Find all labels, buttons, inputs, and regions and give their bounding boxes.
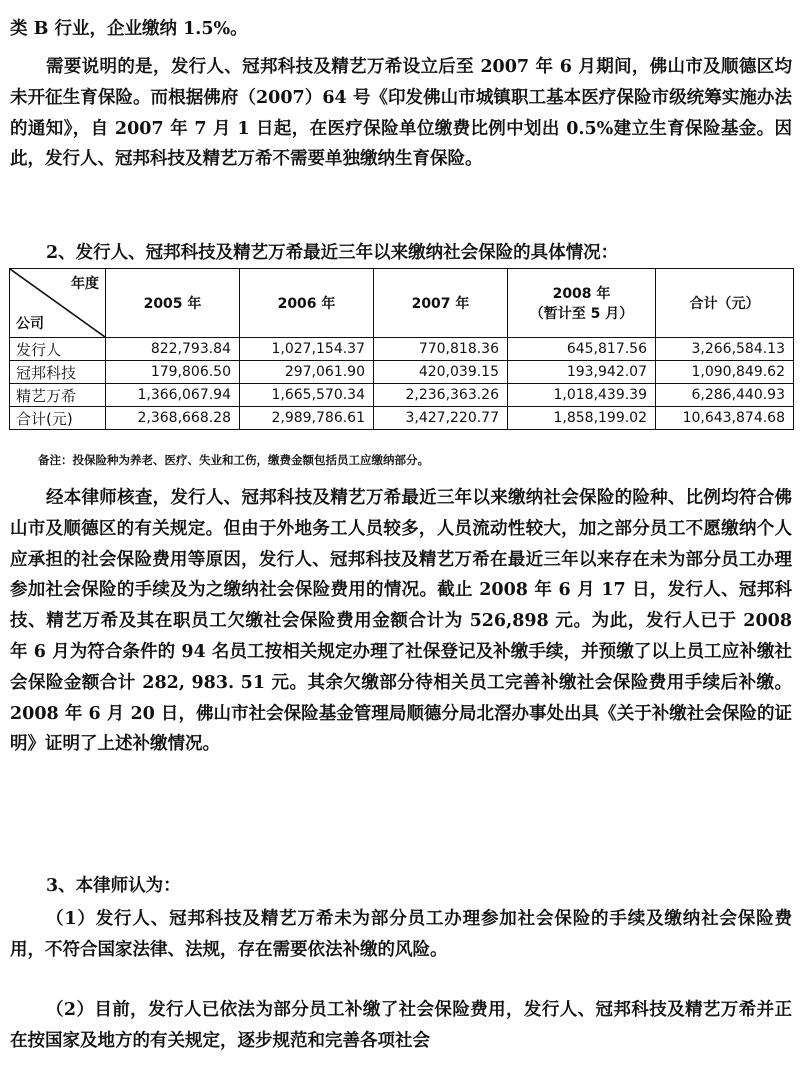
table-cell: 1,858,199.02 <box>508 407 656 430</box>
column-header: 2007 年 <box>374 269 508 338</box>
paragraph-fertility-rate: 类 B 行业，企业缴纳 1.5%。 <box>10 19 248 39</box>
row-label: 精艺万希 <box>10 384 106 407</box>
row-label: 合计(元) <box>10 407 106 430</box>
table-cell: 2,236,363.26 <box>374 384 508 407</box>
table-footnote: 备注：投保险种为养老、医疗、失业和工伤，缴费金额包括员工应缴纳部分。 <box>38 453 429 467</box>
table-cell: 3,427,220.77 <box>374 407 508 430</box>
table-cell: 420,039.15 <box>374 361 508 384</box>
corner-label-year: 年度 <box>71 276 99 292</box>
table-row <box>10 361 794 384</box>
table-cell: 2,368,668.28 <box>106 407 240 430</box>
column-header: 2006 年 <box>240 269 374 338</box>
table-cell: 1,665,570.34 <box>240 384 374 407</box>
table-cell: 179,806.50 <box>106 361 240 384</box>
column-header: 合计（元） <box>656 269 794 338</box>
table-cell: 2,989,786.61 <box>240 407 374 430</box>
column-header-2008-year: 2008 年 <box>552 286 611 302</box>
table-header-row <box>10 269 794 338</box>
table-cell: 6,286,440.93 <box>656 384 794 407</box>
column-header-2008 <box>508 269 656 338</box>
corner-label-company: 公司 <box>16 316 44 332</box>
table-cell: 1,366,067.94 <box>106 384 240 407</box>
paragraph-verification: 经本律师核查，发行人、冠邦科技及精艺万希最近三年以来缴纳社会保险的险种、比例均符合佛山市及顺德区的有关规定。但由于外地务工人员较多，人员流动性较大，加之部分员工不愿缴纳个人应承担的社会保险费用等原因，发行人、冠邦科技及精艺万希在最近三年以来存在未为部分员工办理参加社会保险的手续及为之缴纳社会保险费用的情况。截止 2008 年 6 月 17 日，发行人、冠邦科技、精艺万希及其在职员工欠缴社会保险费用金额合计为 526,898 元。为此，发行人已于 2008 年 6 月为符合条件的 94 名员工按相关规定办理了社保登记及补缴手续，并预缴了以上员工应补缴社会保险金额合计 282, 983. 51 元。其余欠缴部分待相关员工完善补缴社会保险费用手续后补缴。2008 年 6 月 20 日，佛山市社会保险基金管理局顺德分局北滘办事处出具《关于补缴社会保险的证明》证明了上述补缴情况。 <box>10 488 792 755</box>
social-insurance-table <box>9 268 794 430</box>
column-header: 2005 年 <box>106 269 240 338</box>
table-cell: 193,942.07 <box>508 361 656 384</box>
paragraph-opinion-1: （1）发行人、冠邦科技及精艺万希未为部分员工办理参加社会保险的手续及缴纳社会保险费用，不符合国家法律、法规，存在需要依法补缴的风险。 <box>10 909 792 960</box>
table-row <box>10 384 794 407</box>
table-cell: 770,818.36 <box>374 338 508 361</box>
paragraph-opinion-2: （2）目前，发行人已依法为部分员工补缴了社会保险费用，发行人、冠邦科技及精艺万希并正在按国家及地方的有关规定，逐步规范和完善各项社会 <box>10 1000 792 1051</box>
table-cell: 645,817.56 <box>508 338 656 361</box>
table-cell: 822,793.84 <box>106 338 240 361</box>
table-cell: 1,018,439.39 <box>508 384 656 407</box>
table-cell: 10,643,874.68 <box>656 407 794 430</box>
table-corner-cell <box>10 269 106 338</box>
table-cell: 1,027,154.37 <box>240 338 374 361</box>
table-row-total <box>10 407 794 430</box>
table-row <box>10 338 794 361</box>
table-cell: 1,090,849.62 <box>656 361 794 384</box>
paragraph-fertility-insurance-note: 需要说明的是，发行人、冠邦科技及精艺万希设立后至 2007 年 6 月期间，佛山市及顺德区均未开征生育保险。而根据佛府（2007）64 号《印发佛山市城镇职工基本医疗保险市级统筹实施办法的通知》，自 2007 年 7 月 1 日起，在医疗保险单位缴费比例中划出 0.5%建立生育保险基金。因此，发行人、冠邦科技及精艺万希不需要单独缴纳生育保险。 <box>10 57 792 170</box>
row-label: 发行人 <box>10 338 106 361</box>
paragraph-table-intro: 2、发行人、冠邦科技及精艺万希最近三年以来缴纳社会保险的具体情况： <box>46 243 619 263</box>
row-label: 冠邦科技 <box>10 361 106 384</box>
table-cell: 3,266,584.13 <box>656 338 794 361</box>
paragraph-opinion-heading: 3、本律师认为： <box>46 876 181 896</box>
column-header-2008-sub: （暂计至 5 月） <box>529 306 634 322</box>
table-cell: 297,061.90 <box>240 361 374 384</box>
